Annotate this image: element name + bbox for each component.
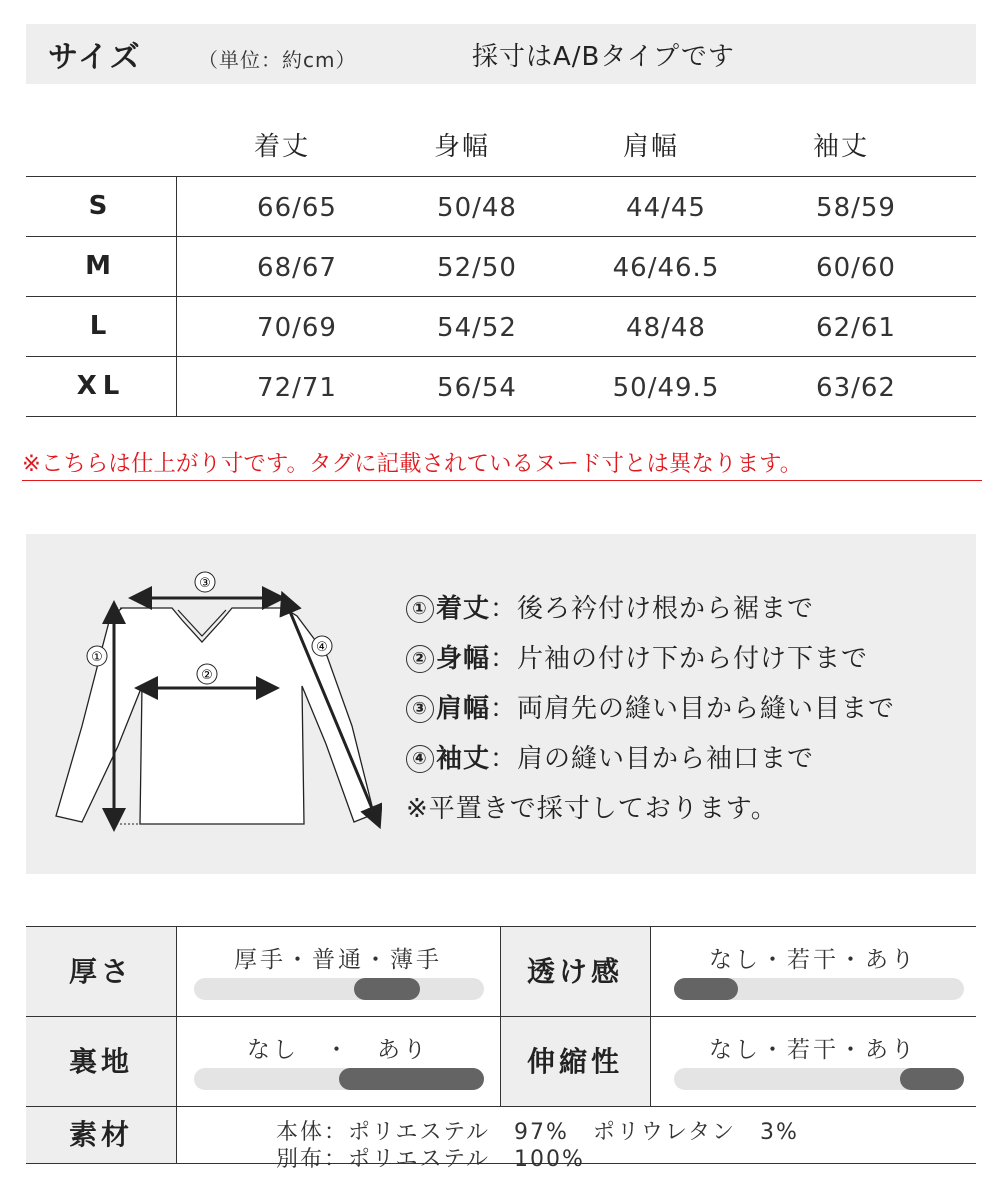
- table-row: [26, 296, 976, 356]
- marker-shoulder: [195, 572, 215, 592]
- table-cell: 70/69: [257, 313, 337, 343]
- lining-scale: なし ・ あり: [247, 1037, 429, 1063]
- size-label: L: [26, 297, 177, 356]
- stretch-label: 伸縮性: [500, 1017, 650, 1106]
- legend-item: [406, 638, 895, 688]
- page-title: サイズ: [48, 40, 142, 75]
- size-header: [26, 24, 976, 84]
- fabric-attributes: [26, 926, 976, 1172]
- material-line-main: 本体：ポリエステル 97% ポリウレタン 3%: [276, 1120, 799, 1145]
- size-label: M: [26, 237, 177, 296]
- stretch-scale: なし・若干・あり: [709, 1037, 917, 1063]
- table-cell: 56/54: [437, 373, 517, 403]
- marker-sleeve: [312, 636, 332, 656]
- legend-number: ③: [406, 695, 434, 723]
- table-header-row: [26, 116, 976, 176]
- sheer-scale: なし・若干・あり: [709, 947, 917, 973]
- table-cell: 60/60: [816, 253, 896, 283]
- sheer-label: 透け感: [500, 927, 650, 1016]
- legend-term: 袖丈: [436, 744, 491, 774]
- shirt-diagram: [42, 556, 382, 856]
- lining-label: 裏地: [26, 1017, 176, 1106]
- legend-term: 着丈: [436, 594, 491, 624]
- legend-desc: ：両肩先の縫い目から縫い目まで: [490, 694, 896, 724]
- table-row: [26, 176, 976, 236]
- svg-text:③: ③: [199, 576, 211, 591]
- table-cell: 48/48: [626, 313, 706, 343]
- legend-desc: ：片袖の付け下から付け下まで: [490, 644, 869, 674]
- column-header: 着丈: [253, 132, 310, 162]
- thickness-meter: [194, 978, 484, 1000]
- material-line-sub: 別布：ポリエステル 100%: [276, 1147, 585, 1172]
- legend-term: 肩幅: [436, 694, 491, 724]
- legend-item: [406, 588, 895, 638]
- table-cell: 50/49.5: [612, 373, 720, 403]
- unit-label: （単位：約cm）: [198, 48, 357, 72]
- measurement-diagram: [26, 534, 976, 874]
- table-cell: 66/65: [257, 193, 337, 223]
- marker-length: [87, 646, 107, 666]
- flat-measure-note: ※平置きで採寸しております。: [406, 794, 778, 824]
- legend-number: ④: [406, 745, 434, 773]
- thickness-label: 厚さ: [26, 927, 176, 1016]
- table-cell: 54/52: [437, 313, 517, 343]
- legend-number: ②: [406, 645, 434, 673]
- legend-term: 身幅: [436, 644, 491, 674]
- column-header: 肩幅: [622, 132, 679, 162]
- lining-meter-fill: [339, 1068, 484, 1090]
- table-cell: 44/45: [626, 193, 706, 223]
- svg-text:④: ④: [316, 640, 328, 655]
- legend-number: ①: [406, 595, 434, 623]
- thickness-scale: 厚手・普通・薄手: [234, 947, 442, 973]
- sheer-meter-fill: [674, 978, 738, 1000]
- table-cell: 58/59: [816, 193, 896, 223]
- marker-width: [197, 664, 217, 684]
- legend-item: [406, 738, 895, 788]
- legend-item: [406, 688, 895, 738]
- table-cell: 50/48: [437, 193, 517, 223]
- legend-desc: ：後ろ衿付け根から裾まで: [490, 594, 815, 624]
- lining-meter: [194, 1068, 484, 1090]
- table-cell: 62/61: [816, 313, 896, 343]
- table-cell: 63/62: [816, 373, 896, 403]
- svg-text:①: ①: [91, 650, 103, 665]
- table-row: [26, 356, 976, 417]
- size-label: S: [26, 177, 177, 236]
- material-label: 素材: [26, 1107, 176, 1163]
- size-table: [26, 116, 976, 417]
- svg-text:②: ②: [201, 668, 213, 683]
- stretch-meter-fill: [900, 1068, 964, 1090]
- stretch-meter: [674, 1068, 964, 1090]
- size-label: XL: [26, 357, 177, 416]
- sheer-meter: [674, 978, 964, 1000]
- table-cell: 68/67: [257, 253, 337, 283]
- measurement-legend: [406, 588, 895, 838]
- finish-size-note: ※こちらは仕上がり寸です。タグに記載されているヌード寸とは異なります。: [22, 446, 982, 481]
- thickness-meter-fill: [354, 978, 421, 1000]
- table-cell: 52/50: [437, 253, 517, 283]
- measure-type-note: 採寸はA/Bタイプです: [472, 42, 735, 72]
- legend-desc: ：肩の縫い目から袖口まで: [490, 744, 815, 774]
- table-cell: 72/71: [257, 373, 337, 403]
- table-row: [26, 236, 976, 296]
- column-header: 身幅: [433, 132, 490, 162]
- table-cell: 46/46.5: [612, 253, 720, 283]
- column-header: 袖丈: [812, 132, 869, 162]
